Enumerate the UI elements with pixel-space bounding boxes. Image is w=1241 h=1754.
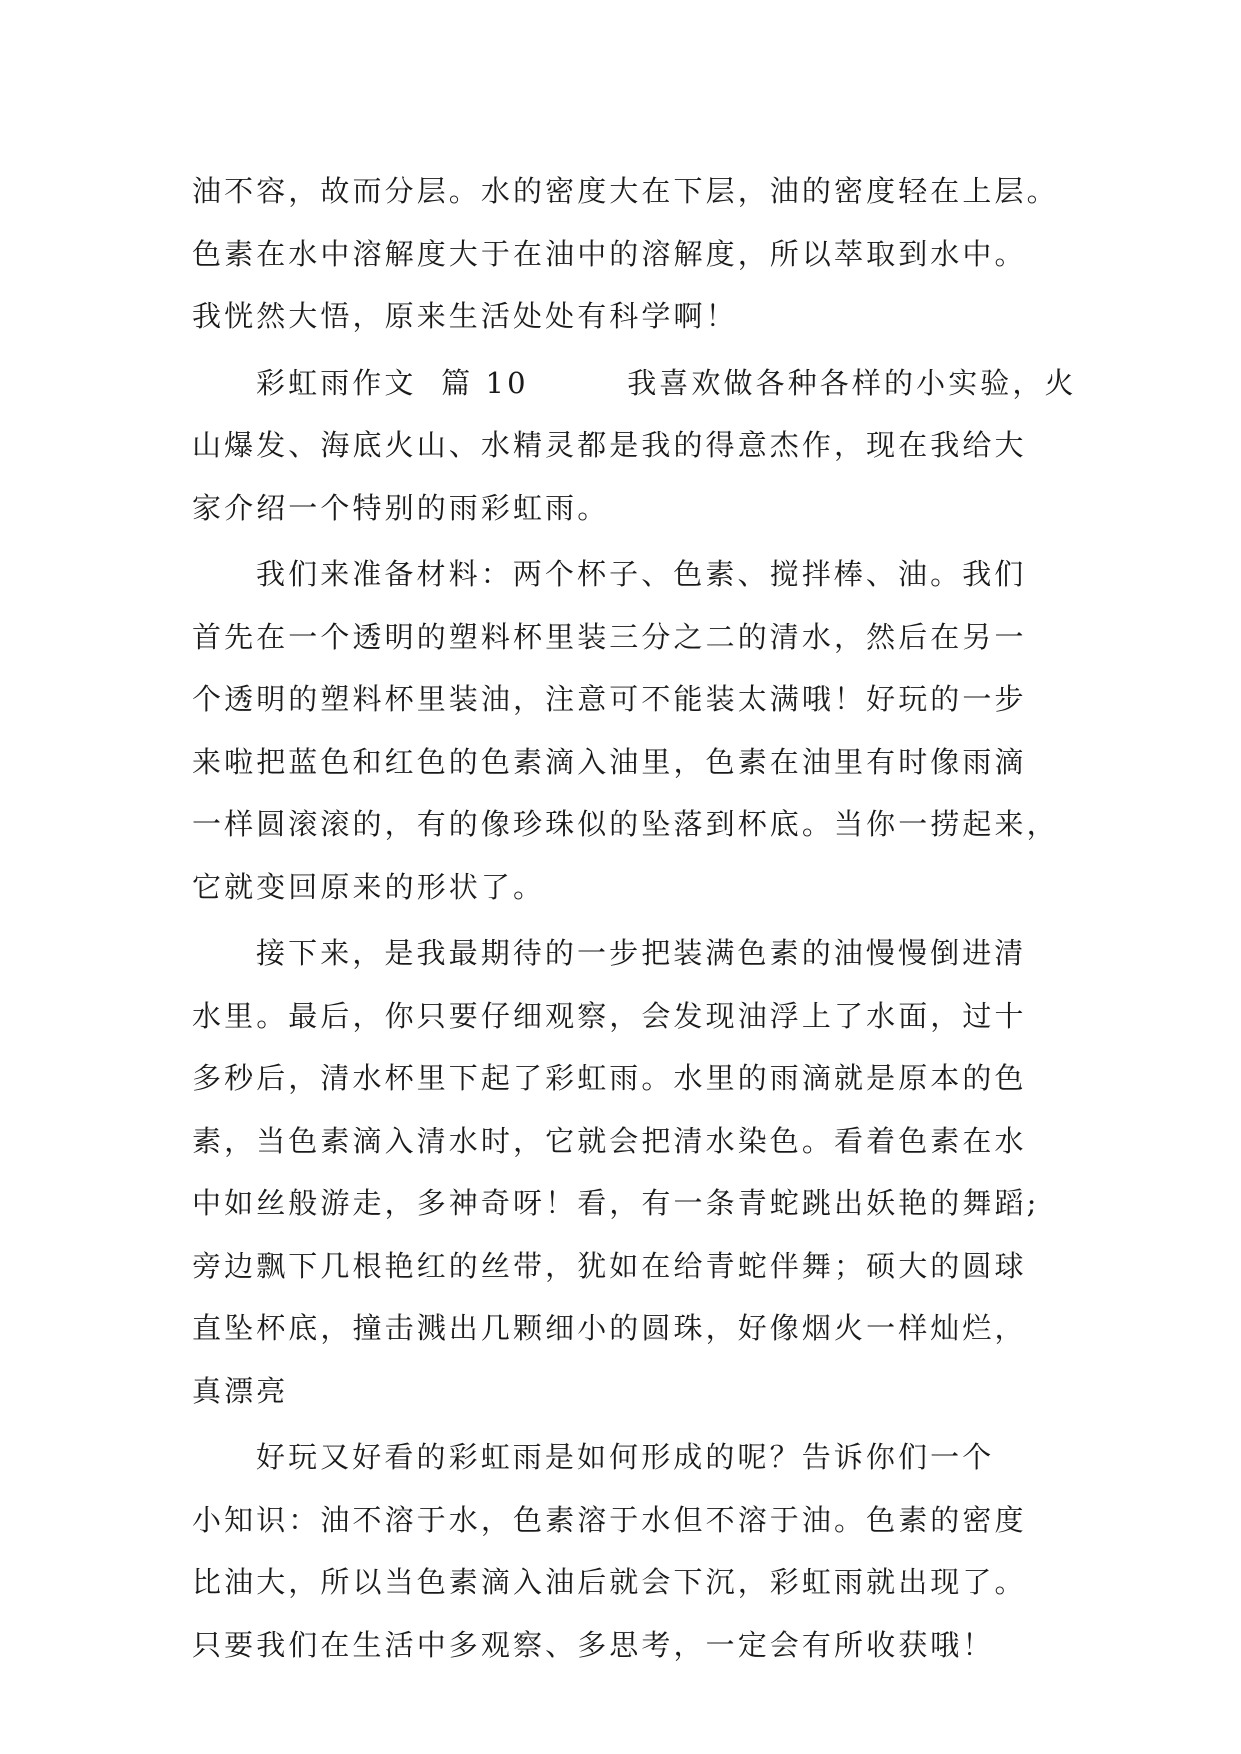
text-line: 只要我们在生活中多观察、多思考，一定会有所收获哦！ [192,1627,995,1662]
paragraph-4 [192,922,1072,1422]
text-line: 我恍然大悟，原来生活处处有科学啊！ [192,299,738,333]
body-text [192,160,1077,1676]
text-line: 小知识：油不溶于水，色素溶于水但不溶于油。色素的密度 [192,1502,1027,1537]
text-line: 色素在水中溶解度大于在油中的溶解度，所以萃取到水中。 [192,236,1027,271]
paragraph-5 [192,1426,1072,1676]
text-line: 好玩又好看的彩虹雨是如何形成的呢？告诉你们一个 [256,1440,995,1474]
text-line: 我们来准备材料：两个杯子、色素、搅拌棒、油。我们 [256,557,1027,591]
text-line: 它就变回原来的形状了。 [192,869,546,904]
paragraph-3 [192,543,1072,918]
text-line: 山爆发、海底火山、水精灵都是我的得意杰作，现在我给大 [192,428,1027,462]
text-line: 水里。最后，你只要仔细观察，会发现油浮上了水面，过十 [192,998,1027,1033]
text-line: 中如丝般游走，多神奇呀！看，有一条青蛇跳出妖艳的舞蹈; [192,1186,1040,1220]
text-line: 一样圆滚滚的，有的像珍珠似的坠落到杯底。当你一捞起来， [192,807,1059,841]
paragraph-2 [192,352,1077,540]
text-line: 家介绍一个特别的雨彩虹雨。 [192,490,610,525]
text-line: 直坠杯底，撞击溅出几颗细小的圆珠，好像烟火一样灿烂， [192,1311,1027,1345]
text-line: 首先在一个透明的塑料杯里装三分之二的清水，然后在另一 [192,619,1027,654]
text-line: 素，当色素滴入清水时，它就会把清水染色。看着色素在水 [192,1123,1027,1158]
text-line: 旁边飘下几根艳红的丝带，犹如在给青蛇伴舞；硕大的圆球 [192,1248,1027,1283]
text-line: 比油大，所以当色素滴入油后就会下沉，彩虹雨就出现了。 [192,1565,1027,1599]
text-line: 接下来，是我最期待的一步把装满色素的油慢慢倒进清 [256,936,1027,970]
heading-line: 彩虹雨作文 篇 10 我喜欢做各种各样的小实验，火 [256,365,1077,400]
text-line: 来啦把蓝色和红色的色素滴入油里，色素在油里有时像雨滴 [192,744,1027,779]
text-line: 个透明的塑料杯里装油，注意可不能装太满哦！好玩的一步 [192,682,1027,716]
paragraph-1 [192,160,1072,348]
text-line: 多秒后，清水杯里下起了彩虹雨。水里的雨滴就是原本的色 [192,1061,1027,1095]
text-line: 真漂亮 [192,1373,289,1408]
text-line: 油不容，故而分层。水的密度大在下层，油的密度轻在上层。 [192,174,1059,208]
